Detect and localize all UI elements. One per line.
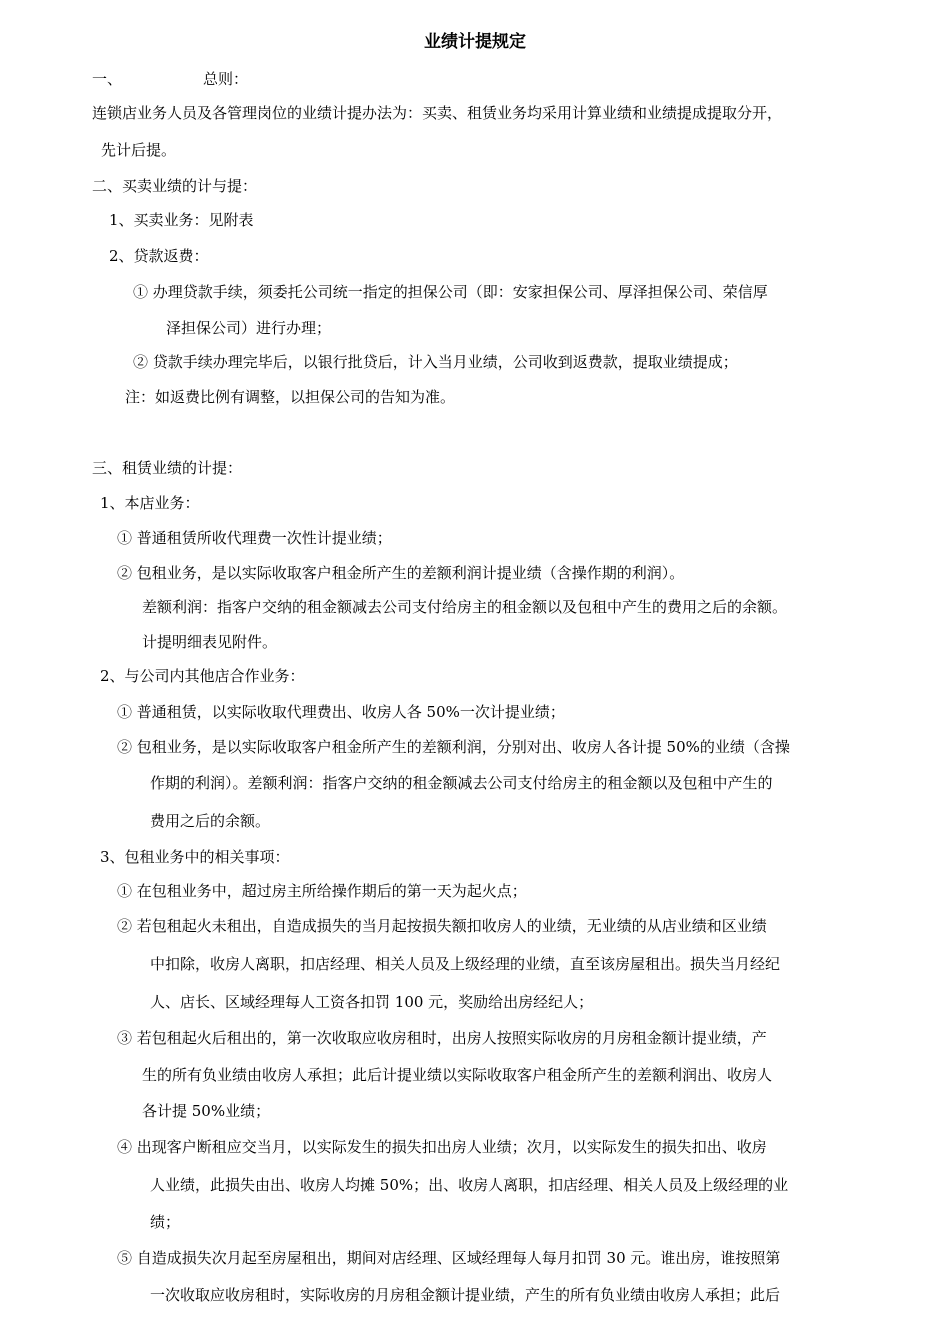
- list-item: ② 若包租起火未租出，自造成损失的当月起按损失额扣收房人的业绩，无业绩的从店业绩和区业绩: [117, 917, 767, 935]
- list-item-continuation: 各计提 50%业绩；: [142, 1102, 271, 1120]
- document-title: 业绩计提规定: [424, 32, 526, 52]
- list-item-continuation: 中扣除，收房人离职，扣店经理、相关人员及上级经理的业绩，直至该房屋租出。损失当月经纪: [150, 955, 781, 973]
- section-1-heading: 总则：: [203, 70, 249, 88]
- list-item-continuation: 泽担保公司）进行办理；: [166, 319, 332, 337]
- list-item-continuation: 差额利润：指客户交纳的租金额减去公司支付给房主的租金额以及包租中产生的费用之后的余额。: [142, 598, 788, 616]
- list-item-continuation: 绩；: [150, 1213, 181, 1231]
- list-item-continuation: 计提明细表见附件。: [142, 633, 278, 651]
- subsection-heading: 3、包租业务中的相关事项：: [100, 848, 290, 866]
- list-item-continuation: 一次收取应收房租时，实际收房的月房租金额计提业绩，产生的所有负业绩由收房人承担；此后: [150, 1286, 781, 1304]
- subsection-heading: 2、与公司内其他店合作业务：: [100, 667, 305, 685]
- list-item: ② 包租业务，是以实际收取客户租金所产生的差额利润计提业绩（含操作期的利润）。: [117, 564, 685, 582]
- list-item: ① 普通租赁，以实际收取代理费出、收房人各 50%一次计提业绩；: [117, 703, 565, 721]
- list-item: ② 包租业务，是以实际收取客户租金所产生的差额利润，分别对出、收房人各计提 50%的业绩（含操: [117, 738, 790, 756]
- section-2-heading: 二、买卖业绩的计与提：: [92, 177, 258, 195]
- list-item-continuation: 生的所有负业绩由收房人承担；此后计提业绩以实际收取客户租金所产生的差额利润出、收房人: [142, 1066, 773, 1084]
- subsection-heading: 1、本店业务：: [100, 494, 200, 512]
- section-3-heading: 三、租赁业绩的计提：: [92, 459, 243, 477]
- list-item: ② 贷款手续办理完毕后，以银行批贷后，计入当月业绩，公司收到返费款，提取业绩提成；: [133, 353, 738, 371]
- list-item-continuation: 作期的利润）。差额利润：指客户交纳的租金额减去公司支付给房主的租金额以及包租中产生的: [150, 774, 773, 792]
- subsection-heading: 1、买卖业务：见附表: [109, 211, 254, 229]
- subsection-heading: 2、贷款返费：: [109, 247, 209, 265]
- note: 注：如返费比例有调整，以担保公司的告知为准。: [125, 388, 456, 406]
- list-item-continuation: 费用之后的余额。: [150, 812, 271, 830]
- paragraph-line: 先计后提。: [101, 141, 177, 159]
- list-item: ① 办理贷款手续，须委托公司统一指定的担保公司（即：安家担保公司、厚泽担保公司、荣信厚: [133, 283, 768, 301]
- list-item: ④ 出现客户断租应交当月，以实际发生的损失扣出房人业绩；次月，以实际发生的损失扣出、收房: [117, 1138, 767, 1156]
- section-1-number: 一、: [92, 70, 123, 88]
- list-item-continuation: 人、店长、区域经理每人工资各扣罚 100 元，奖励给出房经纪人；: [150, 993, 594, 1011]
- list-item: ③ 若包租起火后租出的，第一次收取应收房租时，出房人按照实际收房的月房租金额计提业绩，产: [117, 1029, 767, 1047]
- list-item: ① 普通租赁所收代理费一次性计提业绩；: [117, 529, 392, 547]
- list-item: ⑤ 自造成损失次月起至房屋租出，期间对店经理、区域经理每人每月扣罚 30 元。谁出房，谁按照第: [117, 1249, 781, 1267]
- list-item-continuation: 人业绩，此损失由出、收房人均摊 50%；出、收房人离职，扣店经理、相关人员及上级经理的业: [150, 1176, 789, 1194]
- list-item: ① 在包租业务中，超过房主所给操作期后的第一天为起火点；: [117, 882, 527, 900]
- paragraph-line: 连锁店业务人员及各管理岗位的业绩计提办法为：买卖、租赁业务均采用计算业绩和业绩提成提取分开，: [92, 104, 783, 122]
